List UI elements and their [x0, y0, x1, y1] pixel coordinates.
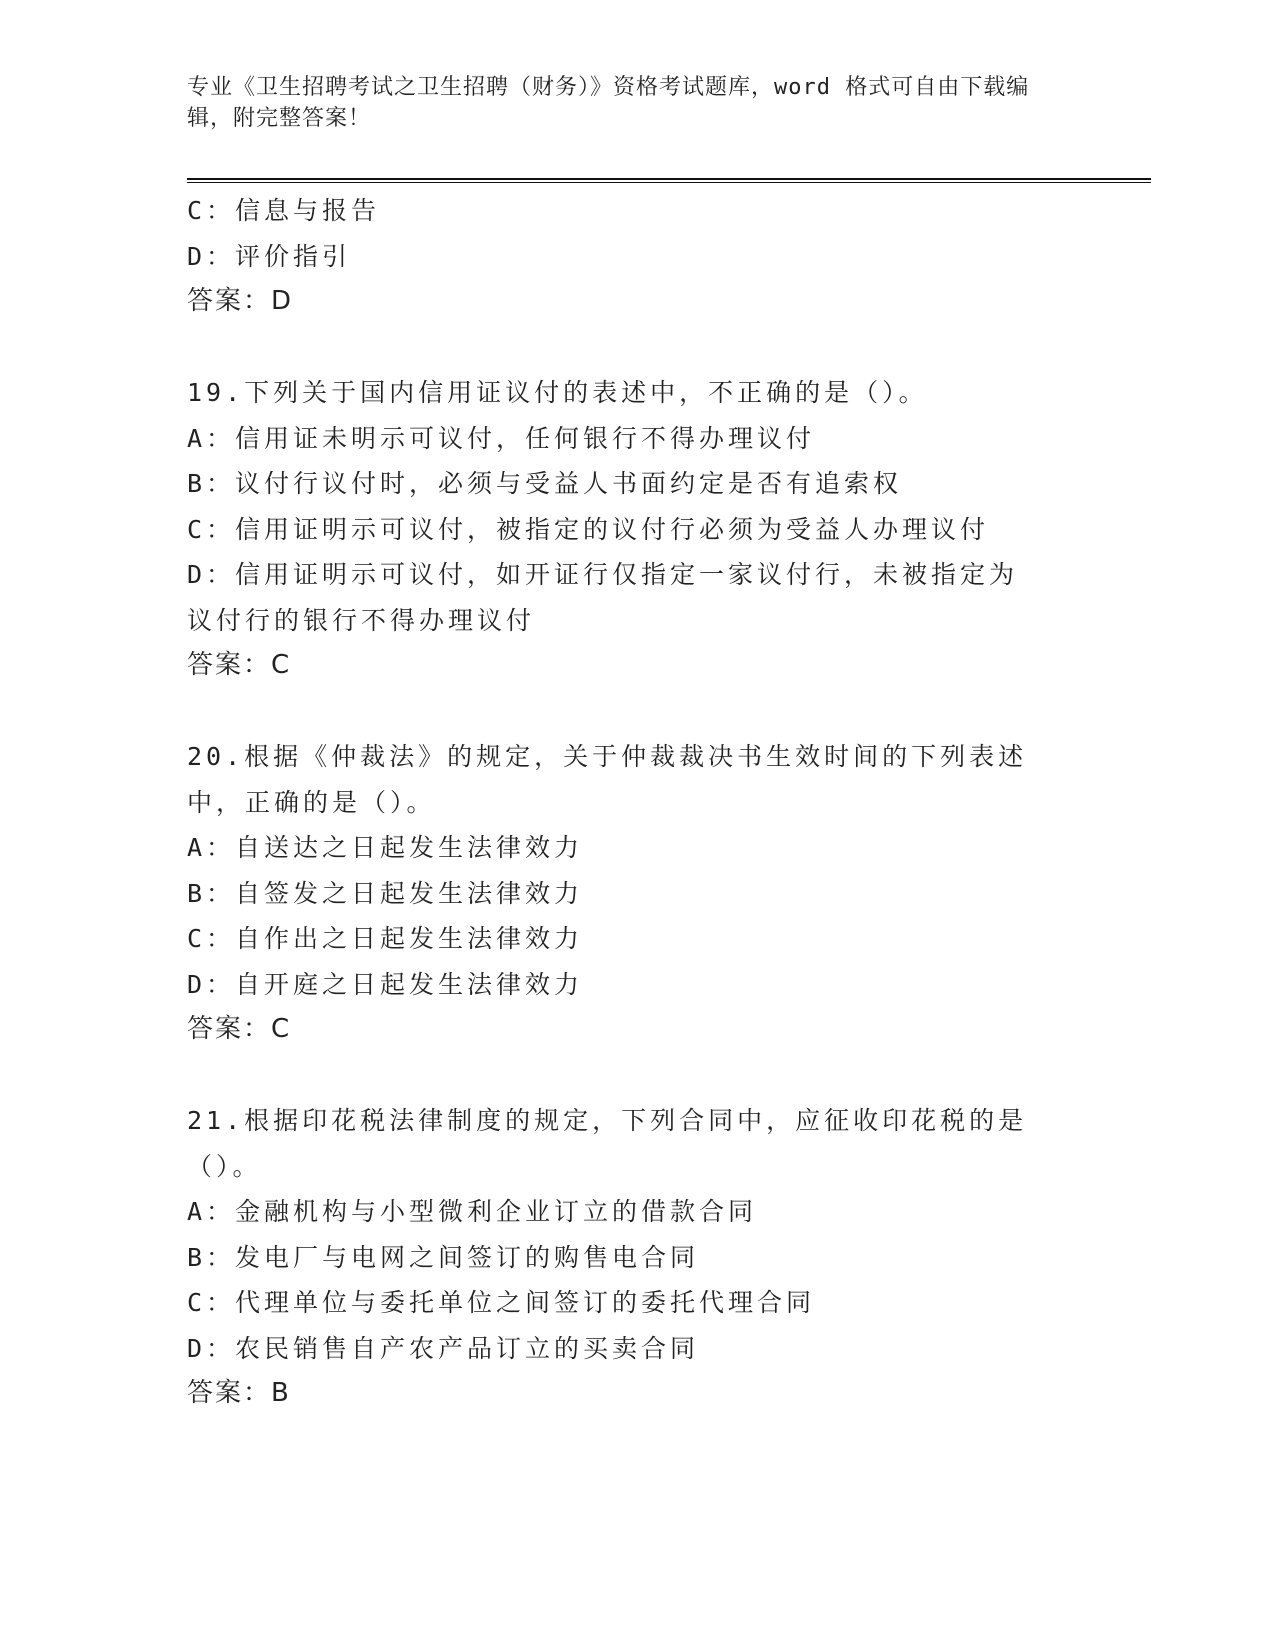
answer-line: 答案：C	[187, 1014, 292, 1044]
question-block-20	[187, 734, 1087, 1053]
answer-line: 答案：D	[187, 286, 294, 316]
answer-line: 答案：B	[187, 1378, 291, 1408]
option-d: D：评价指引	[187, 241, 352, 271]
spacer	[187, 1053, 1087, 1099]
option-b: B：议付行议付时，必须与受益人书面约定是否有追索权	[187, 469, 903, 498]
question-stem: 20.根据《仲裁法》的规定，关于仲裁裁决书生效时间的下列表述中，正确的是（）。	[187, 742, 1028, 817]
option-c: C：信用证明示可议付，被指定的议付行必须为受益人办理议付	[187, 514, 990, 544]
option-d: D：自开庭之日起发生法律效力	[187, 969, 584, 999]
option-d: D：信用证明示可议付，如开证行仅指定一家议付行，未被指定为议付行的银行不得办理议付	[187, 560, 1019, 635]
page-header: 专业《卫生招聘考试之卫生招聘（财务）》资格考试题库，word 格式可自由下载编辑，附完整答案！	[187, 75, 1030, 131]
option-c: C：信息与报告	[187, 196, 381, 225]
header-divider-thin	[187, 182, 1151, 183]
question-block-19	[187, 370, 1087, 689]
option-b: B：发电厂与电网之间签订的购售电合同	[187, 1242, 700, 1272]
question-stem: 19.下列关于国内信用证议付的表述中，不正确的是（）。	[187, 378, 928, 407]
spacer	[187, 325, 1087, 371]
option-b: B：自签发之日起发生法律效力	[187, 878, 584, 908]
question-content	[187, 188, 1087, 1417]
option-c: C：自作出之日起发生法律效力	[187, 924, 584, 953]
question-block-prev	[187, 188, 1087, 325]
answer-line: 答案：C	[187, 650, 292, 680]
question-stem: 21.根据印花税法律制度的规定，下列合同中，应征收印花税的是（）。	[187, 1106, 1028, 1181]
option-a: A：自送达之日起发生法律效力	[187, 833, 584, 862]
option-a: A：金融机构与小型微利企业订立的借款合同	[187, 1197, 758, 1226]
header-divider	[187, 178, 1151, 180]
option-d: D：农民销售自产农产品订立的买卖合同	[187, 1333, 700, 1363]
spacer	[187, 689, 1087, 735]
option-c: C：代理单位与委托单位之间签订的委托代理合同	[187, 1288, 816, 1317]
option-a: A：信用证未明示可议付，任何银行不得办理议付	[187, 423, 816, 453]
question-block-21	[187, 1098, 1087, 1417]
